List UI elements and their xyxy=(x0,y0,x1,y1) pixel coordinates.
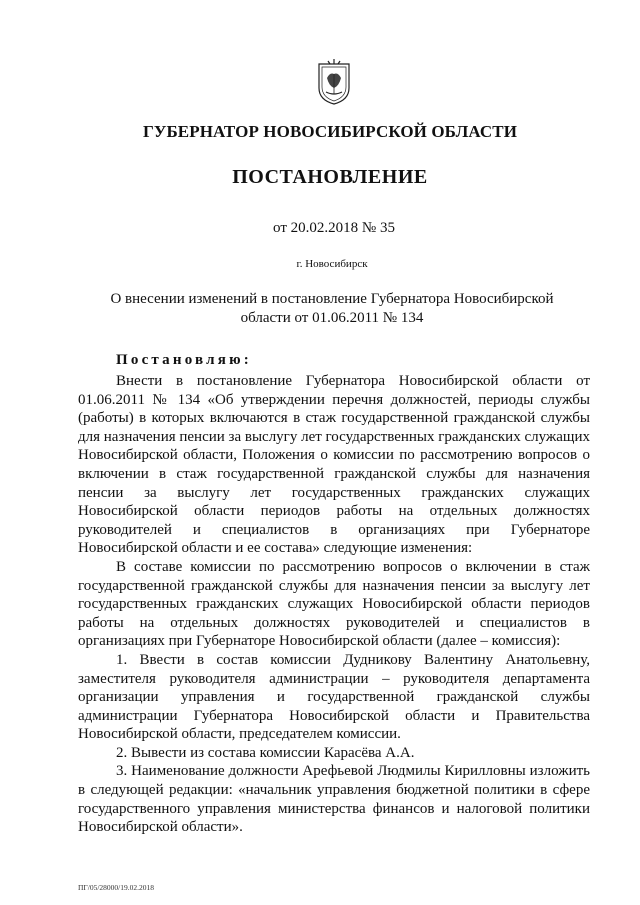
document-body xyxy=(78,372,590,837)
footer-code: ПГ/05/28000/19.02.2018 xyxy=(78,883,155,892)
paragraph: Внести в постановление Губернатора Новосибирской области от 01.06.2011 № 134 «Об утверждении перечня должностей, периоды службы (работы) в которых включаются в стаж государственной гражданской службы для назначения пенсии за выслугу лет государственных гражданских служащих Новосибирской области, Положения о комиссии по рассмотрению вопросов о включении в стаж государственной гражданской службы для назначения пенсии за выслугу лет государственных гражданских служащих Новосибирской области периодов работы на отдельных должностях руководителей и специалистов в организациях при Губернаторе Новосибирской области и ее состава» следующие изменения: xyxy=(78,373,590,557)
paragraph: 2. Вывести из состава комиссии Карасёва А.А. xyxy=(116,744,415,761)
decree-word: Постановляю: xyxy=(116,352,252,368)
document-subject: О внесении изменений в постановление Губернатора Новосибирской области от 01.06.2011 № 134 xyxy=(110,291,554,326)
date-number: от 20.02.2018 № 35 xyxy=(273,220,395,236)
paragraph: В составе комиссии по рассмотрению вопросов о включении в стаж государственной гражданской службы для назначения пенсии за выслугу лет государственных гражданских служащих Новосибирской области периодов работы на отдельных должностях руководителей и специалистов в организациях при Губернаторе Новосибирской области (далее – комиссия): xyxy=(78,558,590,650)
document-type-title: ПОСТАНОВЛЕНИЕ xyxy=(232,166,428,188)
city: г. Новосибирск xyxy=(296,258,368,270)
issuer-heading: ГУБЕРНАТОР НОВОСИБИРСКОЙ ОБЛАСТИ xyxy=(142,122,518,141)
paragraph: 3. Наименование должности Арефьевой Людмилы Кирилловны изложить в следующей редакции: «начальник управления бюджетной политики в сфере государственного управления министерства финансов и налоговой политики Новосибирской области». xyxy=(78,763,590,836)
paragraph: 1. Ввести в состав комиссии Дудникову Валентину Анатольевну, заместителя руководителя администрации – руководителя департамента организации управления и государственной гражданской службы администрации Губернатора Новосибирской области и Правительства Новосибирской области, председателем комиссии. xyxy=(78,651,590,743)
coat-of-arms-icon xyxy=(314,58,354,106)
